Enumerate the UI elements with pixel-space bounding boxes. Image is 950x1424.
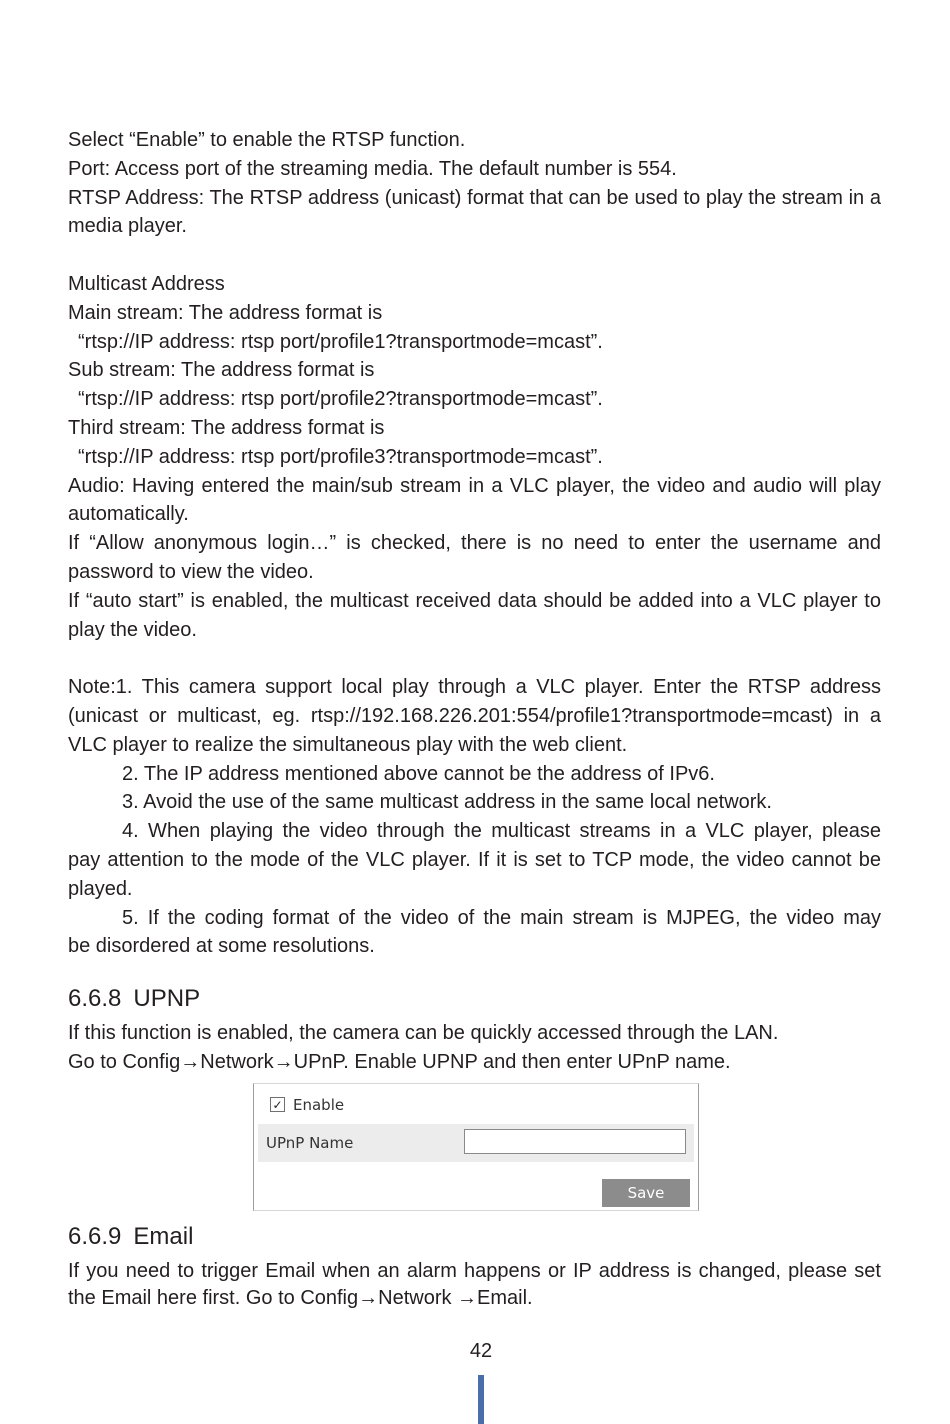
upnp-settings-panel — [253, 1083, 699, 1211]
sub-stream-address: “rtsp://IP address: rtsp port/profile2?transportmode=mcast”. — [78, 388, 603, 411]
spacer — [68, 644, 881, 673]
main-stream-address: “rtsp://IP address: rtsp port/profile1?transportmode=mcast”. — [78, 330, 603, 353]
upnp-name-row — [258, 1124, 694, 1162]
upnp-navigation: Go to Config→Network→UPnP. Enable UPNP and then enter UPnP name. — [68, 1050, 731, 1073]
enable-label: Enable — [293, 1095, 345, 1114]
rtsp-address-text: RTSP Address: The RTSP address (unicast) format that can be used to play the stream in a media player. — [68, 186, 881, 238]
third-stream-label: Third stream: The address format is — [68, 416, 385, 439]
page-number: 42 — [469, 1340, 493, 1362]
note-5: 5. If the coding format of the video of the main stream is MJPEG, the video may — [122, 906, 881, 929]
auto-start-text: If “auto start” is enabled, the multicast received data should be added into a VLC player to play the video. — [68, 589, 881, 641]
email-description: If you need to trigger Email when an alarm happens or IP address is changed, please set the Email here first. Go to Config→Network →Email. — [68, 1259, 881, 1309]
save-button[interactable]: Save — [602, 1179, 690, 1207]
footer-accent-bar — [478, 1375, 484, 1424]
document-page — [68, 126, 881, 1312]
sub-stream-label: Sub stream: The address format is — [68, 359, 375, 382]
audio-text: Audio: Having entered the main/sub stream in a VLC player, the video and audio will play automatically. — [68, 474, 881, 526]
enable-checkbox[interactable] — [270, 1097, 285, 1112]
section-heading-upnp — [68, 983, 881, 1015]
section-number: 6.6.8 — [68, 985, 122, 1013]
main-stream-label: Main stream: The address format is — [68, 301, 383, 324]
note-1: Note:1. This camera support local play through a VLC player. Enter the RTSP address (unicast or multicast, eg. rtsp://192.168.226.201:554/profile1?transportmode=mcast) in a VLC player to realize the simultaneous play with the web client. — [68, 676, 881, 756]
note-5-continued: be disordered at some resolutions. — [68, 935, 375, 958]
rtsp-port-text: Port: Access port of the streaming media. The default number is 554. — [68, 157, 677, 180]
anonymous-login-text: If “Allow anonymous login…” is checked, there is no need to enter the username and password to view the video. — [68, 532, 881, 583]
section-heading-email — [68, 1221, 881, 1253]
spacer — [68, 241, 881, 270]
upnp-description: If this function is enabled, the camera can be quickly accessed through the LAN. — [68, 1022, 779, 1045]
third-stream-address: “rtsp://IP address: rtsp port/profile3?transportmode=mcast”. — [78, 445, 603, 468]
upnp-name-input[interactable] — [464, 1129, 686, 1154]
section-number: 6.6.9 — [68, 1222, 122, 1250]
enable-row[interactable] — [270, 1096, 344, 1114]
note-2: 2. The IP address mentioned above cannot be the address of IPv6. — [122, 762, 715, 785]
section-title: Email — [133, 1222, 194, 1250]
note-3: 3. Avoid the use of the same multicast address in the same local network. — [122, 791, 772, 814]
multicast-heading: Multicast Address — [68, 272, 225, 295]
rtsp-enable-text: Select “Enable” to enable the RTSP function. — [68, 129, 466, 151]
section-title: UPNP — [133, 985, 201, 1013]
upnp-name-label: UPnP Name — [266, 1133, 354, 1152]
check-icon: ✓ — [272, 1097, 283, 1112]
note-4: 4. When playing the video through the multicast streams in a VLC player, please — [122, 820, 881, 843]
note-4-continued: pay attention to the mode of the VLC player. If it is set to TCP mode, the video cannot be played. — [68, 848, 881, 900]
